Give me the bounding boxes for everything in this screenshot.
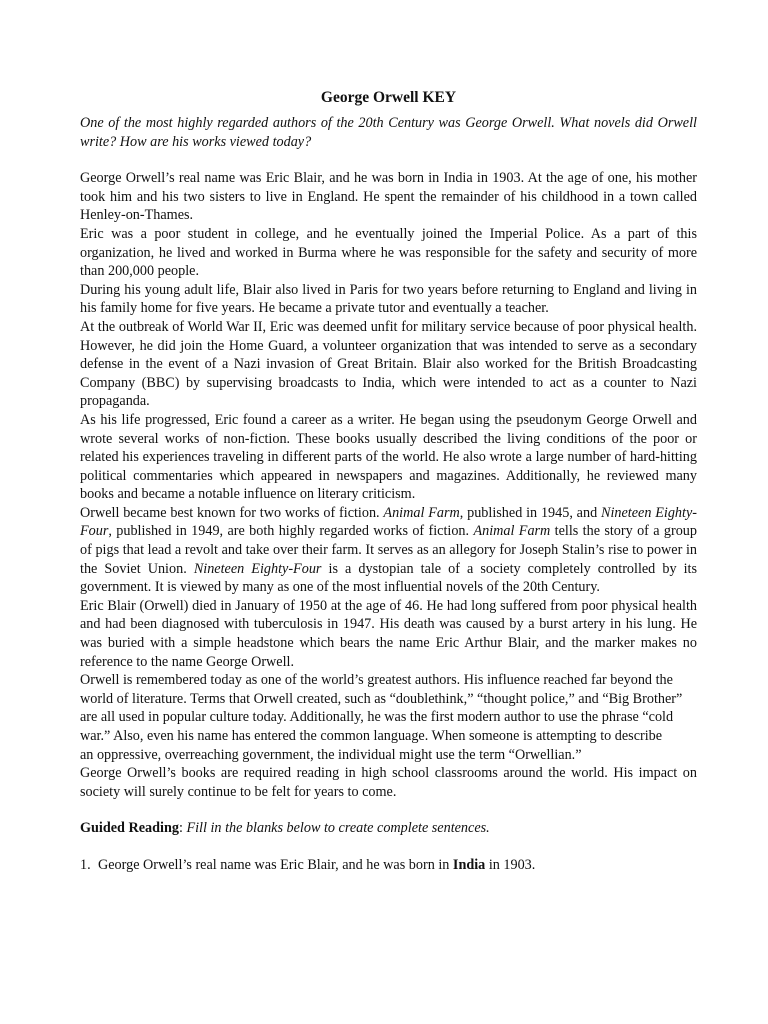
intro-paragraph: One of the most highly regarded authors of the 20th Century was George Orwell. What novels did Orwell write? How are his works viewed today?: [80, 115, 697, 150]
paragraph-legacy: Orwell is remembered today as one of the world’s greatest authors. His influence reached far beyond the world of literature. Terms that Orwell created, such as “doublethink,” “thought police,” and “Big Brother” are all used in popular culture today. Additionally, he was the first modern author to use the phrase “cold war.” Also, even his name has entered the common language. When someone is attempting to describe: [80, 672, 683, 744]
paragraph-fiction: [80, 504, 697, 597]
paragraph-paris: During his young adult life, Blair also lived in Paris for two years before returning to England and living in his family home for five years. He became a private tutor and eventually a teacher.: [80, 281, 697, 317]
paragraph-writer: As his life progressed, Eric found a career as a writer. He began using the pseudonym George Orwell and wrote several works of non-fiction. These books usually described the living conditions of the poor or related his experiences traveling in different parts of the world. He also wrote a large number of hard-hitting political commentaries which appeared in newspapers and magazines. Additionally, he reviewed many books and became a notable influence on literary criticism.: [80, 411, 697, 503]
paragraph-orwellian: an oppressive, overreaching government, the individual might use the term “Orwellian.”: [80, 746, 582, 763]
guided-reading-colon: :: [178, 820, 187, 837]
page-title: George Orwell KEY: [320, 89, 457, 106]
fiction-text-3: , published in 1949, are both highly regarded works of fiction.: [108, 523, 474, 540]
question-number: 1.: [80, 856, 91, 873]
question-text-before: George Orwell’s real name was Eric Blair, and he was born in: [98, 856, 453, 873]
question-text-after: in 1903.: [485, 856, 536, 873]
paragraph-war: At the outbreak of World War II, Eric was deemed unfit for military service because of poor physical health. However, he did join the Home Guard, a volunteer organization that was intended to serve as a secondary defense in the event of a Nazi invasion of Great Britain. Blair also worked for the British Broadcasting Company (BBC) by supervising broadcasts to India, which were intended to act as a counter to Nazi propaganda.: [80, 318, 697, 410]
fiction-text-1: Orwell became best known for two works of fiction.: [80, 504, 384, 521]
paragraph-police: Eric was a poor student in college, and he eventually joined the Imperial Police. As a part of this organization, he lived and worked in Burma where he was responsible for the safety and security of more than 200,000 people.: [80, 225, 697, 280]
guided-reading-instruction: Fill in the blanks below to create complete sentences.: [186, 820, 490, 837]
fiction-text-4: tells the story of a group of pigs that lead a revolt and take over their farm. It serves as an allegory for Joseph Stalin’s rise to power in the Soviet Union.: [80, 523, 697, 577]
paragraph-impact: George Orwell’s books are required reading in high school classrooms around the world. His impact on society will surely continue to be felt for years to come.: [80, 765, 697, 800]
work-title-nineteen-eighty-four: Nineteen Eighty-Four: [80, 504, 697, 540]
guided-reading-label: Guided Reading: [80, 820, 179, 837]
fiction-text-5: is a dystopian tale of a society completely controlled by its government. It is viewed by many as one of the most influential novels of the 20th Century.: [80, 560, 698, 596]
paragraph-birth: George Orwell’s real name was Eric Blair, and he was born in India in 1903. At the age of one, his mother took him and his two sisters to live in England. He spent the remainder of his childhood in a town called Henley-on-Thames.: [80, 170, 697, 224]
work-title-animal-farm: Animal Farm: [383, 504, 460, 521]
paragraph-death: Eric Blair (Orwell) died in January of 1950 at the age of 46. He had long suffered from poor physical health and had been diagnosed with tuberculosis in 1947. His death was caused by a burst artery in his lung. He was buried with a simple headstone which bears the name Eric Arthur Blair, and the marker makes no reference to the name George Orwell.: [80, 597, 697, 670]
question-item: [80, 856, 697, 875]
guided-reading-heading: [80, 819, 697, 838]
work-title-nineteen-eighty-four-2: Nineteen Eighty-Four: [193, 560, 322, 577]
fiction-text-2: , published in 1945, and: [459, 504, 601, 521]
work-title-animal-farm-2: Animal Farm: [473, 523, 551, 540]
question-answer: India: [452, 856, 486, 873]
